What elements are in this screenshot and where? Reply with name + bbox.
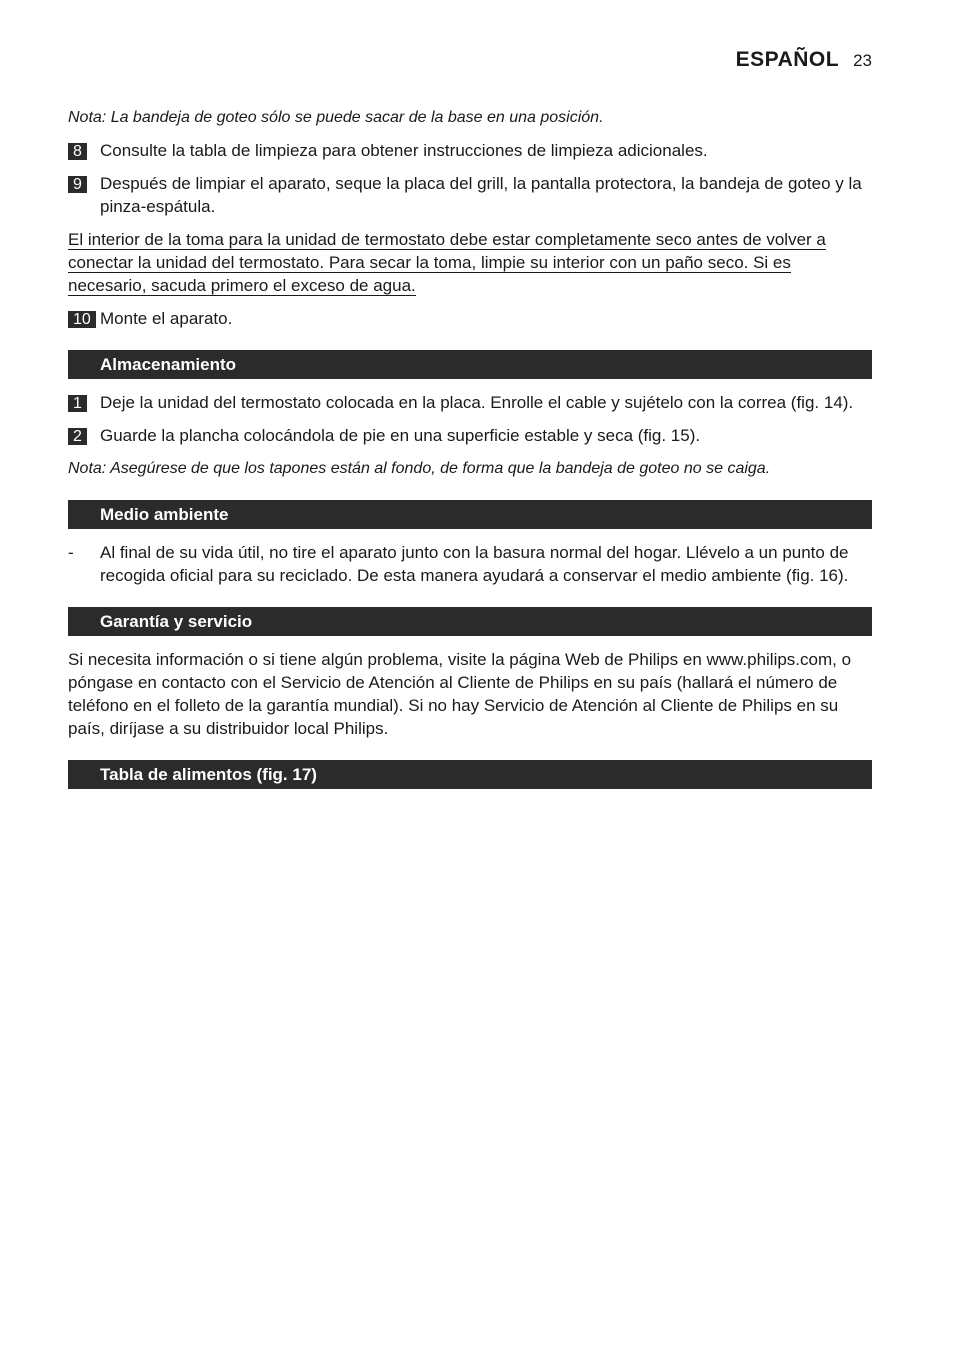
list-dash: - (68, 543, 74, 562)
step-text: Consulte la tabla de limpieza para obtener instrucciones de limpieza adicionales. (100, 141, 708, 160)
warranty-text-start: Si necesita información o si tiene algún problema, visite la página Web de Philips en (68, 650, 707, 669)
list-item (68, 541, 872, 587)
step-item (68, 391, 872, 414)
section-heading-environment: Medio ambiente (68, 500, 872, 529)
warranty-paragraph (68, 648, 872, 740)
step-number: 9 (68, 176, 87, 193)
note-caps: Nota: Asegúrese de que los tapones están al fondo, de forma que la bandeja de goteo no se caiga. (68, 460, 771, 477)
language-label: ESPAÑOL (735, 48, 840, 71)
step-text: Después de limpiar el aparato, seque la placa del grill, la pantalla protectora, la bandeja de goteo y la pinza-espátula. (100, 174, 862, 216)
warning-underlined-text: El interior de la toma para la unidad de termostato debe estar completamente seco antes de volver a conectar la unidad del termostato. Para secar la toma, limpie su interior con un paño seco. Si es necesario, sacuda primero el exceso de agua. (68, 230, 826, 295)
step-text: Deje la unidad del termostato colocada en la placa. Enrolle el cable y sujételo con la correa (fig. 14). (100, 393, 854, 412)
running-header (736, 48, 872, 74)
section-heading-warranty: Garantía y servicio (68, 607, 872, 636)
section-heading-food-table: Tabla de alimentos (fig. 17) (68, 760, 872, 789)
section-heading-storage: Almacenamiento (68, 350, 872, 379)
step-text: Guarde la plancha colocándola de pie en una superficie estable y seca (fig. 15). (100, 426, 701, 445)
page-content (68, 106, 872, 801)
step-number: 2 (68, 428, 87, 445)
step-text: Monte el aparato. (100, 309, 233, 328)
note-drip-tray: Nota: La bandeja de goteo sólo se puede sacar de la base en una posición. (68, 109, 604, 126)
step-number: 8 (68, 143, 87, 160)
list-item-text: Al final de su vida útil, no tire el aparato junto con la basura normal del hogar. Llévelo a un punto de recogida oficial para su reciclado. De esta manera ayudará a conservar el medio ambiente (fig. 16). (100, 543, 849, 585)
step-item (68, 307, 872, 330)
step-item (68, 424, 872, 447)
step-number: 10 (68, 311, 96, 328)
warning-text (68, 228, 872, 297)
step-item (68, 172, 872, 218)
philips-website-link[interactable]: www.philips.com (706, 650, 833, 669)
step-item (68, 139, 872, 162)
warranty-text-end: , o póngase en contacto con el Servicio de Atención al Cliente de Philips en su país (hallará el número de teléfono en el folleto de la garantía mundial). Si no hay Servicio de Atención al Cliente de Philips en su país, diríjase a su distribuidor local Philips. (68, 650, 852, 738)
page-number: 23 (853, 51, 872, 70)
step-number: 1 (68, 395, 87, 412)
